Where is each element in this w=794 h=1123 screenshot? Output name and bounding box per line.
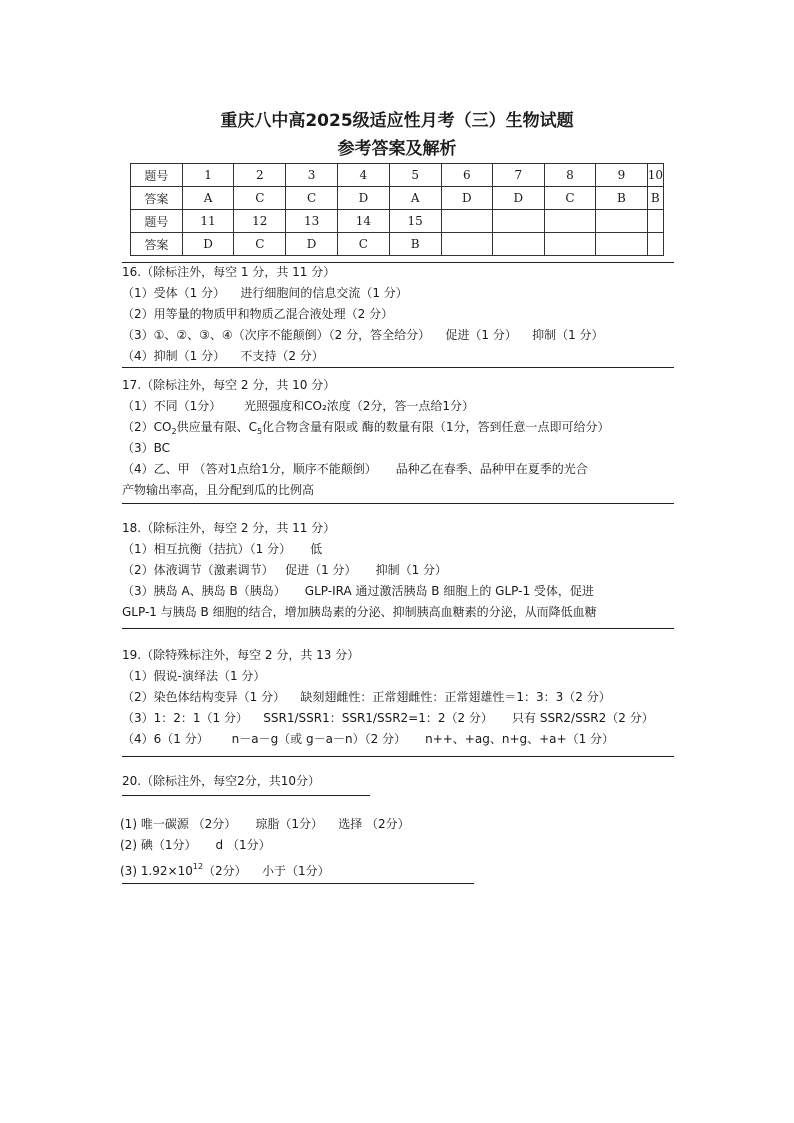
answer-line: （1）相互抗衡（拮抗）（1 分） 低: [122, 542, 323, 556]
table-cell: 9: [596, 164, 648, 187]
table-cell: D: [441, 187, 493, 210]
table-cell: [544, 233, 596, 256]
table-row: [131, 210, 664, 233]
table-cell: 14: [337, 210, 389, 233]
table-cell: A: [389, 187, 441, 210]
divider: [122, 756, 674, 757]
table-cell: B: [647, 187, 663, 210]
table-cell: 3: [286, 164, 338, 187]
table-cell: C: [337, 233, 389, 256]
table-cell: A: [182, 187, 234, 210]
question-16: [122, 262, 604, 367]
row-label: 题号: [131, 164, 183, 187]
table-cell: D: [337, 187, 389, 210]
table-row: [131, 233, 664, 256]
table-cell: C: [234, 187, 286, 210]
page-subtitle: 参考答案及解析: [337, 139, 457, 159]
divider: [122, 367, 674, 368]
question-17: [122, 375, 610, 501]
table-cell: C: [234, 233, 286, 256]
answer-line: (2) 碘（1分） d （1分）: [120, 838, 271, 852]
table-row: [131, 164, 664, 187]
subscript: 2: [171, 427, 177, 436]
answer-line: （4）抑制（1 分） 不支持（2 分）: [122, 349, 324, 363]
table-cell: D: [286, 233, 338, 256]
row-label: 答案: [131, 187, 183, 210]
table-cell: 2: [234, 164, 286, 187]
table-cell: 6: [441, 164, 493, 187]
answer-line: GLP-1 与胰岛 B 细胞的结合，增加胰岛素的分泌、抑制胰高血糖素的分泌，从而降低血糖: [122, 605, 597, 619]
answer-line: （3）1：2：1（1 分） SSR1/SSR1：SSR1/SSR2=1：2（2 分） 只有 SSR2/SSR2（2 分）: [122, 711, 654, 725]
row-label: 答案: [131, 233, 183, 256]
table-cell: 8: [544, 164, 596, 187]
text-run: 化合物含量有限或 酶的数量有限（1分，答到任意一点即可给分）: [262, 420, 610, 434]
table-cell: [544, 210, 596, 233]
table-cell: [441, 233, 493, 256]
question-header: 18.（除标注外，每空 2 分，共 11 分）: [122, 521, 336, 535]
table-cell: C: [544, 187, 596, 210]
answer-line: [122, 417, 610, 438]
text-run: （2）CO: [122, 420, 172, 434]
table-cell: 11: [182, 210, 234, 233]
question-header: 17.（除标注外，每空 2 分，共 10 分）: [122, 378, 336, 392]
answer-line: 产物输出率高，且分配到瓜的比例高: [122, 483, 315, 497]
table-cell: 1: [182, 164, 234, 187]
table-cell: [493, 233, 545, 256]
divider: [122, 795, 370, 796]
table-cell: [493, 210, 545, 233]
answer-line: （4）6（1 分） n－a－g（或 g－a－n）（2 分） n++、+ag、n+g、+a+（1 分）: [122, 732, 615, 746]
answer-line: （4）乙、甲 （答对1点给1分，顺序不能颠倒） 品种乙在春季、品种甲在夏季的光合: [122, 462, 588, 476]
answer-line: （1）不同（1分） 光照强度和CO₂浓度（2分，答一点给1分）: [122, 399, 475, 413]
answer-line: (1) 唯一碳源 （2分） 琼脂（1分） 选择 （2分）: [120, 817, 410, 831]
table-cell: [647, 210, 663, 233]
subscript: 5: [256, 427, 263, 436]
table-cell: 5: [389, 164, 441, 187]
answer-line: [120, 856, 410, 877]
table-cell: 13: [286, 210, 338, 233]
question-header: 19.（除特殊标注外，每空 2 分，共 13 分）: [122, 648, 360, 662]
answer-line: （2）体液调节（激素调节） 促进（1 分） 抑制（1 分）: [122, 563, 448, 577]
table-cell: 15: [389, 210, 441, 233]
question-19: [122, 645, 654, 750]
question-20-answers: [120, 814, 410, 877]
superscript: 12: [192, 862, 204, 871]
table-cell: B: [596, 187, 648, 210]
table-cell: 12: [234, 210, 286, 233]
table-cell: 4: [337, 164, 389, 187]
table-cell: [647, 233, 663, 256]
text-run: （2分） 小于（1分）: [203, 864, 330, 878]
question-header: 16.（除标注外，每空 1 分，共 11 分）: [122, 265, 336, 279]
answer-line: （2）用等量的物质甲和物质乙混合液处理（2 分）: [122, 307, 394, 321]
divider: [122, 883, 474, 884]
table-cell: C: [286, 187, 338, 210]
answer-line: （2）染色体结构变异（1 分） 缺刻翅雌性：正常翅雌性：正常翅雄性＝1：3：3（2 分）: [122, 690, 611, 704]
table-cell: [441, 210, 493, 233]
table-cell: 10: [647, 164, 663, 187]
divider: [122, 503, 674, 504]
table-cell: 7: [493, 164, 545, 187]
answer-line: （1）假说-演绎法（1 分）: [122, 669, 266, 683]
row-label: 题号: [131, 210, 183, 233]
answer-line: （3）胰岛 A、胰岛 B（胰岛） GLP-IRA 通过激活胰岛 B 细胞上的 GLP-1 受体，促进: [122, 584, 594, 598]
table-cell: [596, 210, 648, 233]
table-cell: [596, 233, 648, 256]
answer-table: [130, 163, 664, 256]
question-18: [122, 518, 597, 623]
question-20-header: [122, 771, 320, 792]
text-run: (3) 1.92×10: [120, 864, 193, 878]
divider: [122, 628, 674, 629]
table-cell: B: [389, 233, 441, 256]
answer-line: （3）BC: [122, 441, 171, 455]
answer-line: （1）受体（1 分） 进行细胞间的信息交流（1 分）: [122, 286, 408, 300]
text-run: 供应量有限、C: [176, 420, 257, 434]
page-title: 重庆八中高2025级适应性月考（三）生物试题: [220, 111, 574, 131]
table-row: [131, 187, 664, 210]
answer-line: （3）①、②、③、④（次序不能颠倒）（2 分，答全给分） 促进（1 分） 抑制（1 分）: [122, 328, 604, 342]
question-header: 20.（除标注外，每空2分，共10分）: [122, 774, 320, 788]
table-cell: D: [493, 187, 545, 210]
table-cell: D: [182, 233, 234, 256]
